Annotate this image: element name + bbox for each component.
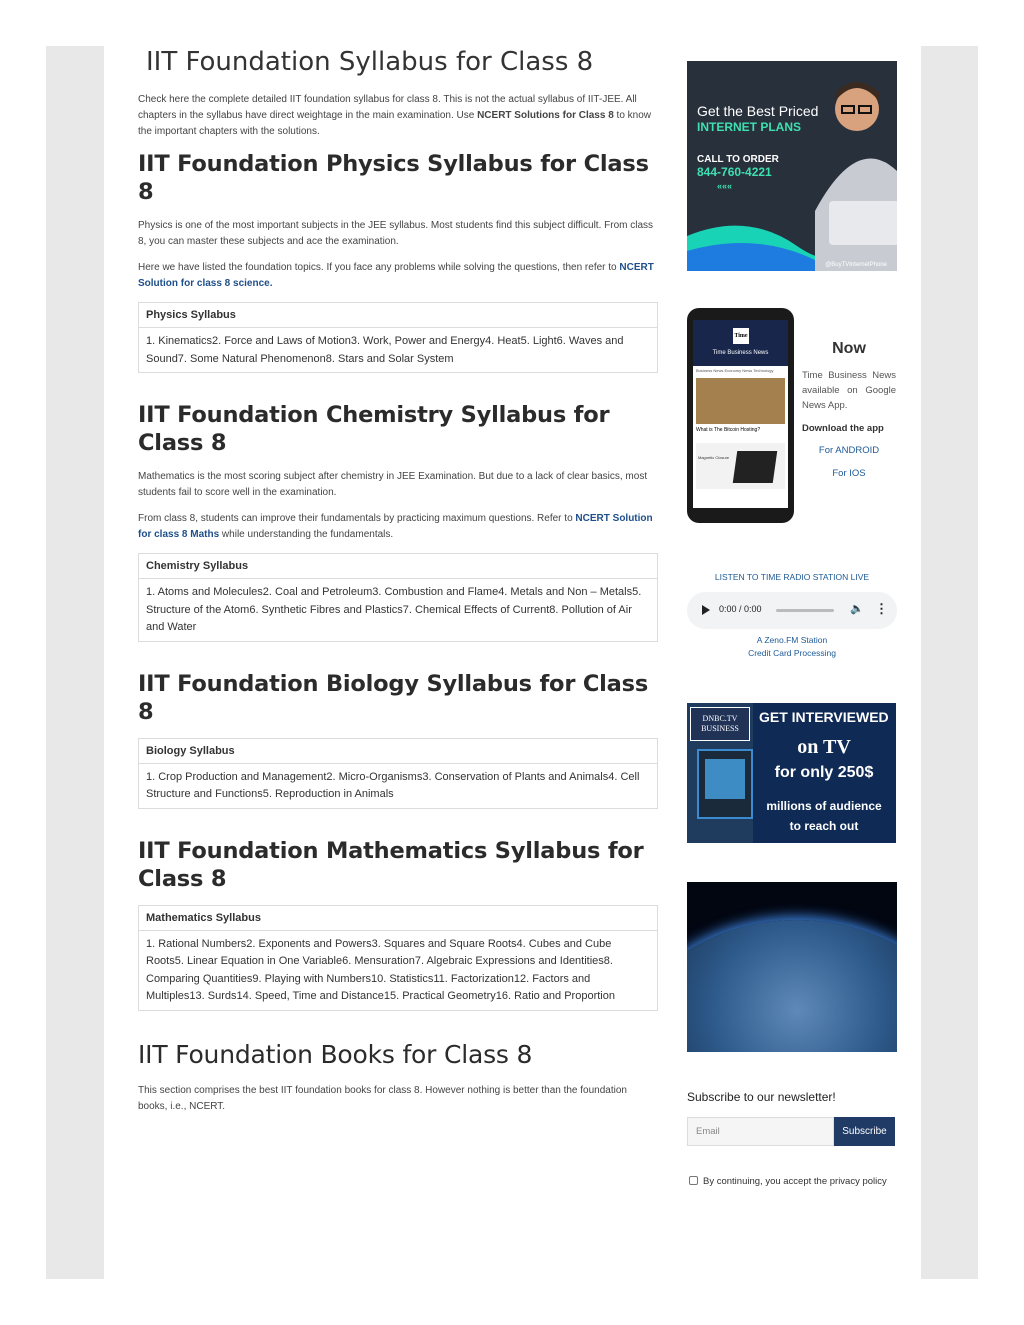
ad2-line-1: GET INTERVIEWED (759, 709, 889, 725)
chemistry-syllabus-header: Chemistry Syllabus (139, 554, 657, 579)
ad-call-label: CALL TO ORDER (697, 154, 779, 165)
audio-player[interactable] (687, 592, 897, 629)
ad-arrows: ««« (717, 181, 733, 191)
globe-shape (687, 920, 897, 1052)
download-app-label: Download the app (802, 423, 884, 434)
ad2-line-4a: millions of audience (766, 799, 882, 813)
ad2-line-3: for only 250$ (774, 764, 874, 781)
intro-text-b: to know the important chapters with the solutions. (138, 110, 652, 137)
biology-syllabus-cell: 1. Crop Production and Management2. Micro-Organisms3. Conservation of Plants and Animals4. Cell Structure and Functions5. Reproduction in Animals (146, 770, 640, 800)
biology-syllabus-table (138, 738, 658, 809)
ncert-maths-link[interactable]: NCERT Solution for class 8 Maths (138, 513, 653, 540)
right-gutter (921, 46, 978, 1279)
intro-text-a: Check here the complete detailed IIT foundation syllabus for class 8. This is not the actual syllabus of IIT-JEE. All chapters in the syllabus have direct weightage in the main examination. Use (138, 94, 637, 121)
ad2-line-2: on TV (797, 736, 851, 758)
biology-syllabus-header: Biology Syllabus (139, 739, 657, 764)
page-title: IIT Foundation Syllabus for Class 8 (146, 47, 594, 77)
main-content (138, 44, 658, 1125)
phone-header (693, 320, 788, 366)
ad-studio-image (687, 703, 753, 843)
consent-checkbox[interactable] (689, 1176, 698, 1185)
ad-line-2: INTERNET PLANS (697, 120, 802, 134)
chemistry-heading: IIT Foundation Chemistry Syllabus for Class 8 (138, 402, 610, 456)
volume-icon[interactable]: 🔈 (850, 603, 864, 615)
email-input[interactable]: Email (687, 1117, 834, 1146)
chemistry-para-1: Mathematics is the most scoring subject after chemistry in JEE Examination. But due to a lack of clear basics, most students fail to score well in the examination. (138, 471, 648, 498)
dnbc-badge: DNBC.TV BUSINESS (690, 707, 750, 741)
phone-title: Time Business News (712, 350, 769, 356)
phone-tabs: Business News Economy News Technology (696, 368, 774, 373)
phone-article-image (696, 378, 785, 424)
tv-screen-image (697, 749, 753, 819)
intro-bold-link[interactable]: NCERT Solutions for Class 8 (477, 110, 614, 121)
maths-syllabus-header: Mathematics Syllabus (139, 906, 657, 931)
physics-syllabus-header: Physics Syllabus (139, 303, 657, 328)
earth-image (687, 882, 897, 1052)
biology-heading: IIT Foundation Biology Syllabus for Class 8 (138, 670, 649, 725)
newsletter-title: Subscribe to our newsletter! (687, 1090, 836, 1104)
subscribe-button[interactable]: Subscribe (834, 1117, 895, 1146)
ad-handle: @BuyTVInternetPhone (825, 262, 887, 268)
consent-text: By continuing, you accept the privacy policy (703, 1176, 887, 1187)
chemistry-para-2-text-b: while understanding the fundamentals. (219, 529, 394, 540)
physics-syllabus-cell: 1. Kinematics2. Force and Laws of Motion3. Work, Power and Energy4. Heat5. Light6. Waves and Sound7. Some Natural Phenomenon8. Stars and Solar System (146, 335, 624, 365)
app-promo (802, 340, 896, 491)
player-progress-track[interactable] (776, 609, 834, 612)
ad2-line-4b: to reach out (789, 819, 859, 833)
maths-syllabus-cell: 1. Rational Numbers2. Exponents and Powers3. Squares and Square Roots4. Cubes and Cube Roots5. Linear Equation in One Variable6. Mensuration7. Algebraic Expressions and Identities8. Comparing Quantities9. Playing with Numbers10. Statistics11. Factorization12. Factors and Multiples13. Surds14. Speed, Time and Distance15. Practical Geometry16. Ratio and Proportion (146, 937, 615, 1002)
consent-row (687, 1174, 897, 1189)
credit-card-link[interactable]: Credit Card Processing (748, 648, 836, 658)
phone-product-caption: Magnetic Closure (698, 455, 730, 460)
left-gutter (46, 46, 104, 1279)
internet-plans-ad[interactable] (687, 61, 897, 271)
zeno-links (687, 634, 897, 660)
phone-mockup[interactable] (687, 308, 794, 523)
intro-paragraph (138, 92, 658, 140)
chemistry-para-2 (138, 511, 658, 543)
chemistry-para-2-text-a: From class 8, students can improve their fundamentals by practicing maximum questions. Refer to (138, 513, 576, 524)
zeno-station-link[interactable]: A Zeno.FM Station (756, 635, 828, 645)
radio-title-link[interactable]: LISTEN TO TIME RADIO STATION LIVE (714, 572, 870, 582)
ad2-line-4 (759, 796, 889, 836)
ncert-science-link[interactable]: NCERT Solution for class 8 science. (138, 262, 654, 289)
android-link[interactable]: For ANDROID (818, 445, 880, 456)
play-icon[interactable] (702, 605, 710, 615)
ad-line-1: Get the Best Priced (697, 103, 819, 119)
physics-heading: IIT Foundation Physics Syllabus for Class 8 (138, 151, 649, 205)
interview-tv-ad[interactable] (687, 703, 896, 843)
physics-syllabus-table (138, 302, 658, 373)
books-heading: IIT Foundation Books for Class 8 (138, 1039, 533, 1069)
phone-screen (693, 320, 788, 508)
physics-para-2 (138, 260, 658, 292)
more-options-icon[interactable]: ⋮ (875, 601, 888, 616)
physics-para-2-text: Here we have listed the foundation topics. If you face any problems while solving the questions, then refer to (138, 262, 620, 273)
chemistry-syllabus-cell: 1. Atoms and Molecules2. Coal and Petroleum3. Combustion and Flame4. Metals and Non – Metals5. Structure of the Atom6. Synthetic Fibres and Plastics7. Chemical Effects of Current8. Pollution of Air and Water (146, 586, 642, 633)
ios-link[interactable]: For IOS (832, 468, 866, 479)
physics-para-1: Physics is one of the most important subjects in the JEE syllabus. Most students find this subject difficult. From class 8, you can master these subjects and ace the examination. (138, 220, 654, 247)
maths-heading: IIT Foundation Mathematics Syllabus for Class 8 (138, 837, 644, 892)
bag-image (733, 451, 777, 483)
app-description: Time Business News available on Google News App. (802, 370, 896, 411)
phone-product-image (696, 443, 785, 489)
ad-phone-number: 844-760-4221 (697, 165, 772, 179)
time-logo: Time (733, 328, 749, 344)
books-paragraph: This section comprises the best IIT foundation books for class 8. However nothing is better than the foundation books, i.e., NCERT. (138, 1084, 627, 1112)
chemistry-syllabus-table (138, 553, 658, 642)
maths-syllabus-table (138, 905, 658, 1011)
player-time: 0:00 / 0:00 (719, 604, 762, 614)
app-now-label: Now (832, 340, 866, 357)
phone-article-caption: What is The Bitcoin Hosting? (696, 427, 761, 433)
